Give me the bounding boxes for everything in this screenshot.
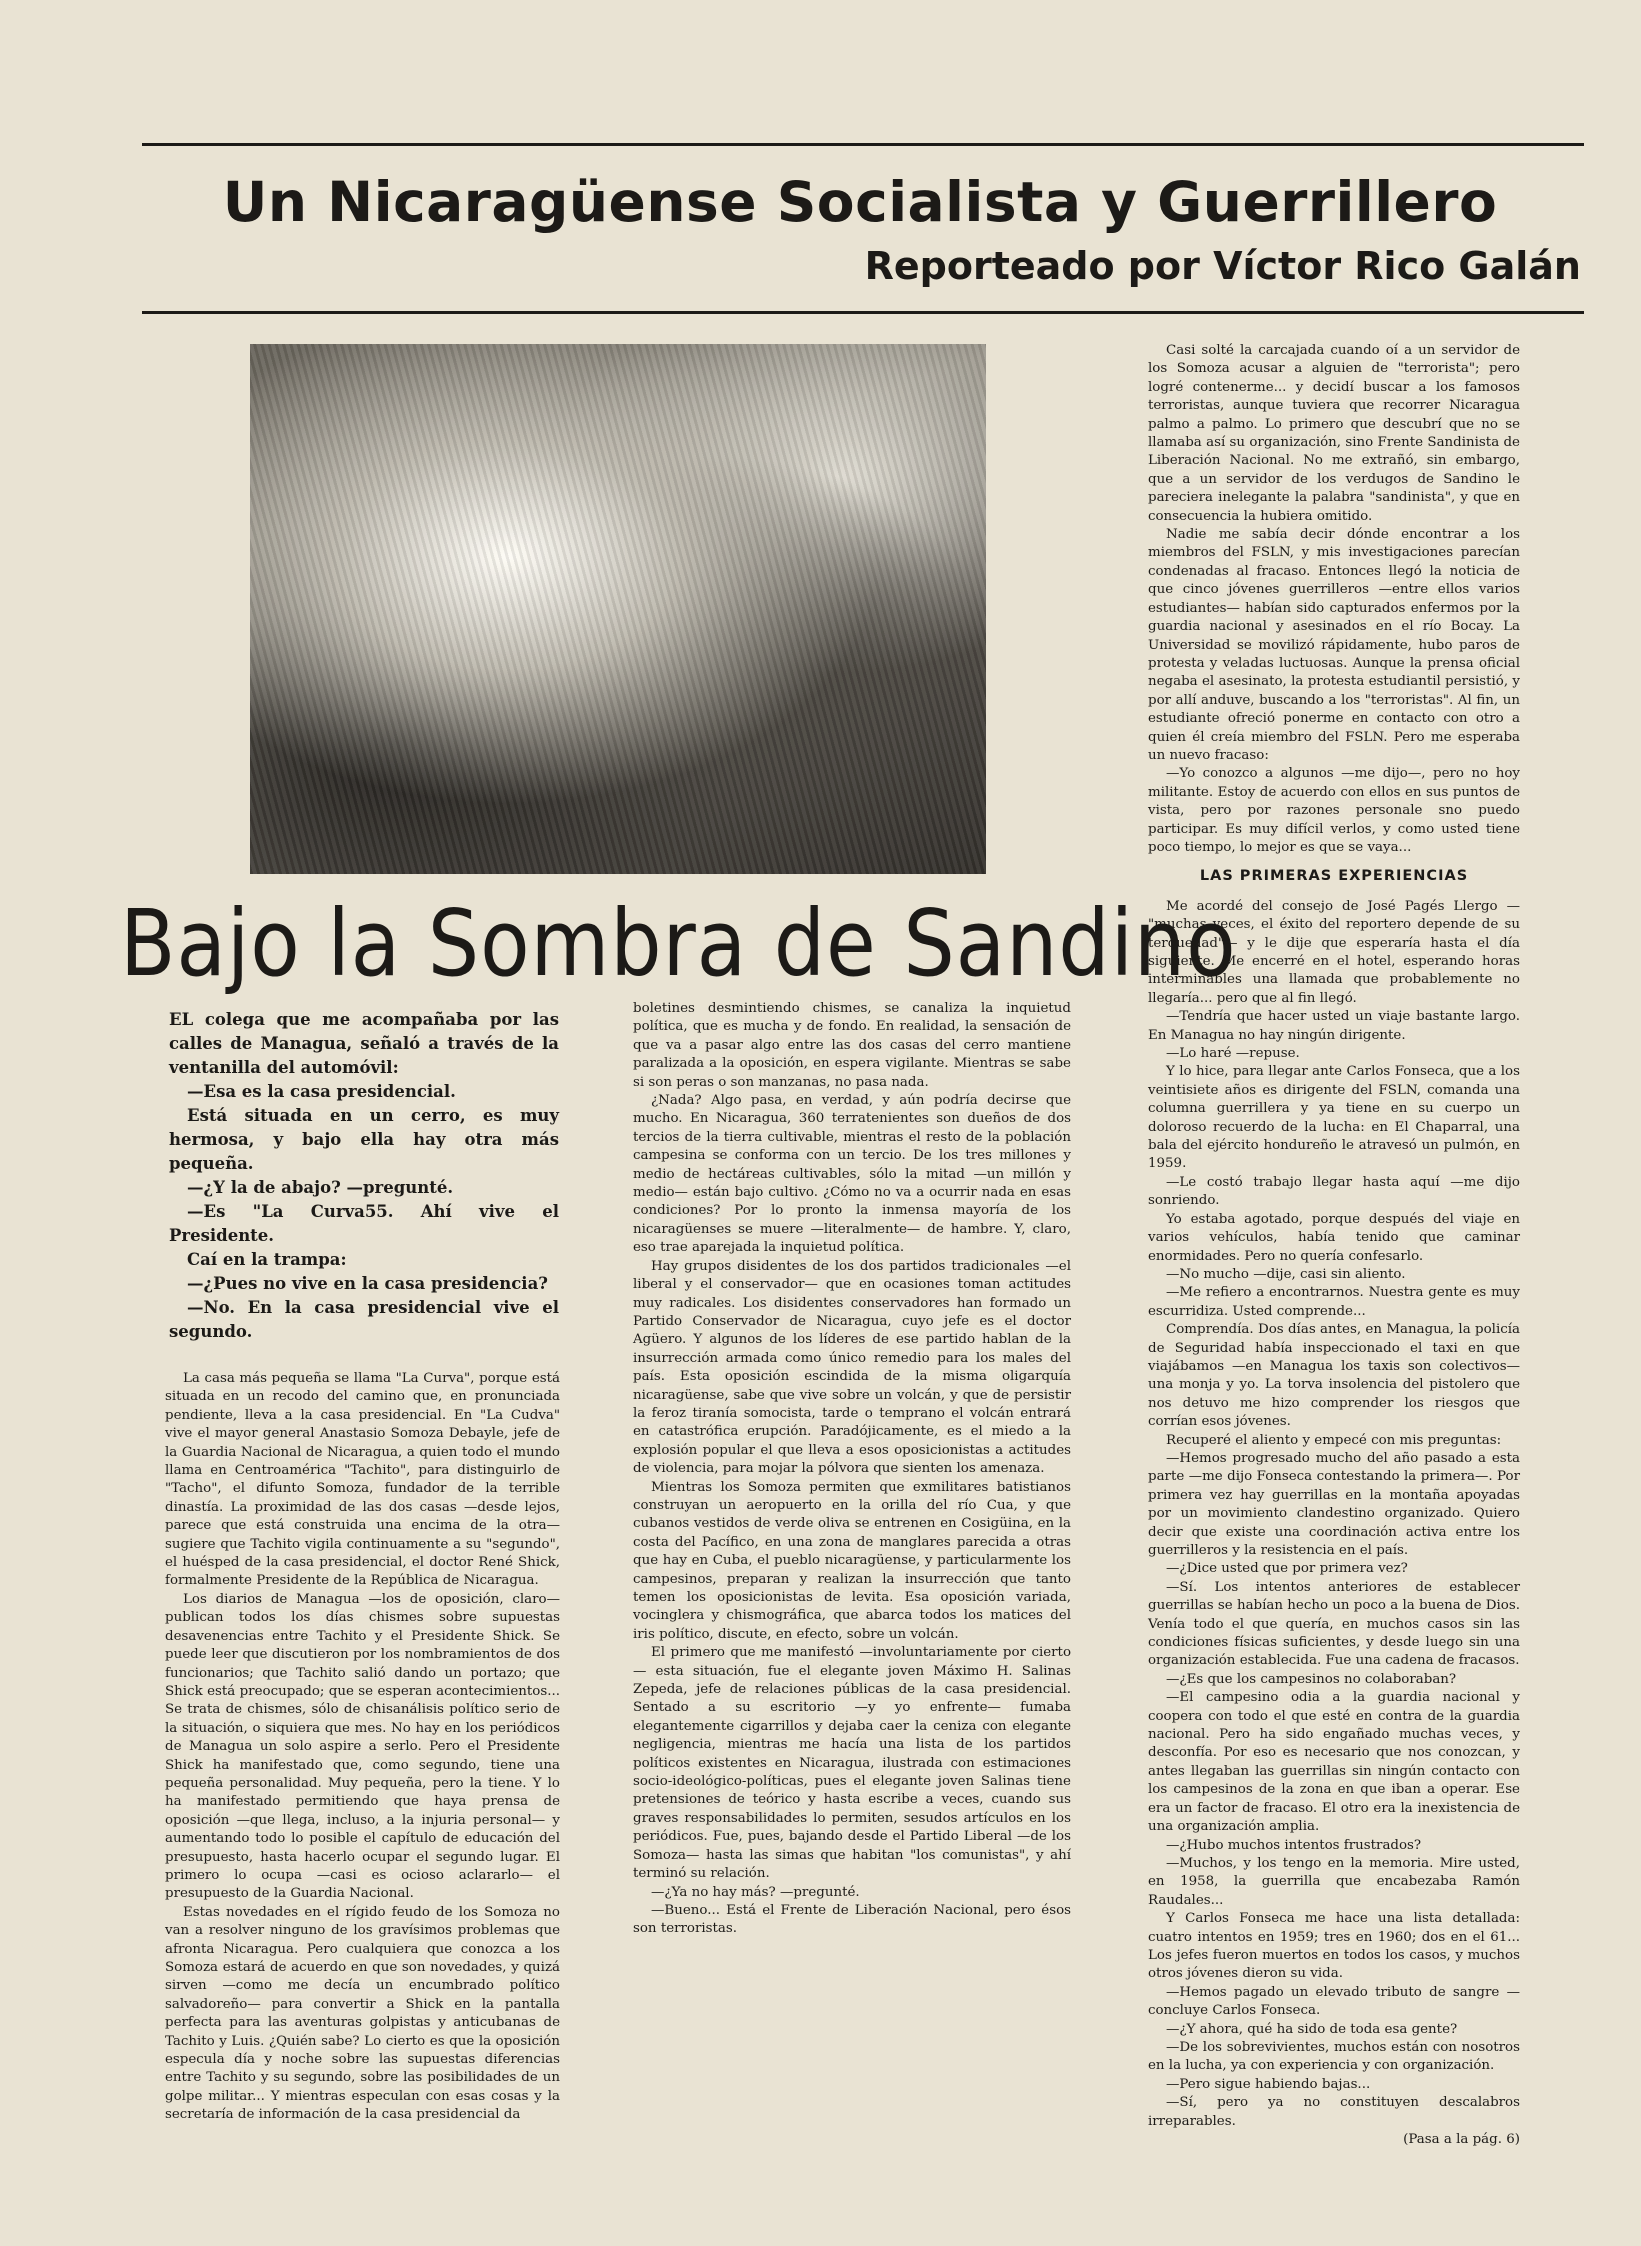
column-1-body bbox=[165, 1370, 560, 2125]
body-paragraph: —Pero sigue habiendo bajas... bbox=[1166, 2076, 1371, 2092]
body-paragraph: Los diarios de Managua —los de oposición, claro— publican todos los días chismes sobre supuestas desavenencias entre Tachito y el Presidente Shick. Se puede leer que discutieron por los nombramientos de dos funcionarios; que Tachito salió dando un portazo; que Shick está preocupado; que se esperan acontecimientos... Se trata de chismes, sólo de chisanálisis político serio de la situación, o siquiera que mes. No hay en los periódicos de Managua un solo aspire a serlo. Pero el Presidente Shick ha manifestado que, como segundo, tiene una pequeña personalidad. Muy pequeña, pero la tiene. Y lo ha manifestado permitiendo que haya prensa de oposición —que llega, incluso, a la injuria personal— y aumentando todo lo posible el capítulo de educación del presupuesto, hasta hacerlo ocupar el segundo lugar. El primero lo ocupa —casi es ocioso aclararlo— el presupuesto de la Guardia Nacional. bbox=[165, 1591, 560, 1902]
lead-paragraph: —No. En la casa presidencial vive el segundo. bbox=[169, 1298, 559, 1341]
body-paragraph: ¿Nada? Algo pasa, en verdad, y aún podría decirse que mucho. En Nicaragua, 360 terratenientes son dueños de dos tercios de la tierra cultivable, mientras el resto de la población campesina se conforma con un tercio. De los tres millones y medio de hectáreas cultivables, sólo la mitad —un millón y medio— están bajo cultivo. ¿Cómo no va a ocurrir nada en esas condiciones? Por lo pronto la inmensa mayoría de los nicaragüenses se muere —literalmente— de hambre. Y, claro, eso trae aparejada la inquietud política. bbox=[633, 1093, 1071, 1256]
lead-paragraph: —Es "La Curva55. Ahí vive el Presidente. bbox=[169, 1202, 559, 1245]
body-paragraph: —Tendría que hacer usted un viaje bastante largo. En Managua no hay ningún dirigente. bbox=[1148, 1009, 1520, 1043]
body-paragraph: Mientras los Somoza permiten que exmilitares batistianos construyan un aeropuerto en la orilla del río Cua, y que cubanos vestidos de verde oliva se entrenen en Cosigüina, en la costa del Pacífico, en una zona de manglares parecida a otras que hay en Cuba, el pueblo nicaragüense, y particularmente los campesinos, preparan y realizan la insurrección que tanto temen los oposicionistas de levita. Esa oposición variada, vocinglera y chismográfica, que abarca todos los matices del iris político, discute, en efecto, sobre un volcán. bbox=[633, 1479, 1071, 1642]
body-paragraph: Hay grupos disidentes de los dos partidos tradicionales —el liberal y el conservador— que en ocasiones toman actitudes muy radicales. Los disidentes conservadores han formado un Partido Conservador de Nicaragua, cuyo jefe es el doctor Agüero. Y algunos de los líderes de ese partido hablan de la insurrección armada como único remedio para los males del país. Esta oposición escindida de la misma oligarquía nicaragüense, sabe que vive sobre un volcán, y que de persistir la feroz tiranía somocista, tarde o temprano el volcán entrará en catastrófica erupción. Paradójicamente, es el miedo a la explosión popular el que lleva a esos oposicionistas a actitudes de violencia, para mojar la pólvora que sienten los amenaza. bbox=[633, 1258, 1071, 1477]
body-paragraph: La casa más pequeña se llama "La Curva", porque está situada en un recodo del camino que, en pronunciada pendiente, lleva a la casa presidencial. En "La Cudva" vive el mayor general Anastasio Somoza Debayle, jefe de la Guardia Nacional de Nicaragua, a quien todo el mundo llama en Centroamérica "Tachito", para distinguirlo de "Tacho", el difunto Somoza, fundador de la terrible dinastía. La proximidad de las dos casas —desde lejos, parece que está construida una encima de la otra— sugiere que Tachito vigila continuamente a su "segundo", el huésped de la casa presidencial, el doctor René Shick, formalmente Presidente de la República de Nicaragua. bbox=[165, 1371, 560, 1589]
body-paragraph: boletines desmintiendo chismes, se canaliza la inquietud política, que es mucha y de fondo. En realidad, la sensación de que va a pasar algo entre las dos casas del cerro mantiene paralizada a la oposición, en espera vigilante. Mientras se sabe si son peras o son manzanas, no pasa nada. bbox=[633, 1001, 1071, 1090]
lead-paragraph: EL colega que me acompañaba por las calles de Managua, señaló a través de la ventanilla del automóvil: bbox=[169, 1010, 559, 1077]
body-paragraph: Yo estaba agotado, porque después del viaje en varios vehículos, había tenido que caminar enormidades. Pero no quería confesarlo. bbox=[1148, 1211, 1520, 1264]
section-heading: LAS PRIMERAS EXPERIENCIAS bbox=[1199, 868, 1469, 885]
header-bottom-rule bbox=[142, 311, 1584, 314]
body-paragraph: —¿Es que los campesinos no colaboraban? bbox=[1166, 1671, 1457, 1687]
article-title: Bajo la Sombra de Sandino bbox=[120, 890, 1237, 997]
body-paragraph: El primero que me manifestó —involuntariamente por cierto— esta situación, fue el elegante joven Máximo H. Salinas Zepeda, jefe de relaciones públicas de la casa presidencial. Sentado a su escritorio —y yo enfrente— fumaba elegantemente cigarrillos y dejaba caer la ceniza con elegante negligencia, mientras me hacía una lista de los partidos políticos existentes en Nicaragua, ilustrada con estimaciones socio-ideológico-políticas, pues el elegante joven Salinas tiene pretensiones de teórico y hasta escribe a veces, cuando sus graves responsabilidades lo permiten, sesudos artículos en los periódicos. Fue, pues, bajando desde el Partido Liberal —de los Somoza— hasta las simas que habitan "los comunistas", y ahí terminó su relación. bbox=[633, 1645, 1071, 1882]
body-paragraph: —De los sobrevivientes, muchos están con nosotros en la lucha, ya con experiencia y con organización. bbox=[1148, 2039, 1520, 2074]
column-3 bbox=[1148, 342, 1520, 2149]
body-paragraph: —Muchos, y los tengo en la memoria. Mire usted, en 1958, la guerrilla que encabezaba Ramón Raudales... bbox=[1148, 1855, 1520, 1908]
guerrilla-photo bbox=[250, 344, 986, 874]
column-2 bbox=[633, 1000, 1071, 1939]
body-paragraph: —Hemos pagado un elevado tributo de sangre — concluye Carlos Fonseca. bbox=[1148, 1984, 1520, 2019]
body-paragraph: Estas novedades en el rígido feudo de los Somoza no van a resolver ninguno de los gravísimos problemas que afronta Nicaragua. Pero cualquiera que conozca a los Somoza estará de acuerdo en que son novedades, y quizá sirven —como me decía un encumbrado político salvadoreño— para convertir a Shick en la pantalla perfecta para las aventuras golpistas y anticubanas de Tachito y Luis. ¿Quién sabe? Lo cierto es que la oposición especula día y noche sobre las supuestas diferencias entre Tachito y su segundo, sobre las posibilidades de un golpe militar... Y mientras especulan con esas cosas y la secretaría de información de la casa presidencial da bbox=[165, 1904, 560, 2123]
body-paragraph: —¿Ya no hay más? —pregunté. bbox=[651, 1884, 860, 1900]
body-paragraph: —Lo haré —repuse. bbox=[1166, 1046, 1300, 1062]
body-paragraph: —El campesino odia a la guardia nacional y coopera con todo el que esté en contra de la guardia nacional. Pero ha sido engañado muchas veces, y desconfía. Por eso es necesario que nos conozcan, y antes llegaban las guerrillas sin ningún contacto con los campesinos de la zona en que iban a operar. Ese era un factor de fracaso. El otro era la inexistencia de una organización amplia. bbox=[1148, 1690, 1520, 1835]
photo-texture bbox=[250, 344, 986, 874]
lead-paragraph: Caí en la trampa: bbox=[187, 1250, 347, 1269]
body-paragraph: —¿Hubo muchos intentos frustrados? bbox=[1166, 1837, 1422, 1853]
body-paragraph: Comprendía. Dos días antes, en Managua, la policía de Seguridad había inspeccionado el taxi en que viajábamos —en Managua los taxis son colectivos— una monja y yo. La torva insolencia del pistolero que nos detuvo me hizo comprender los riesgos que corrían esos jóvenes. bbox=[1148, 1322, 1520, 1430]
body-paragraph: —Sí. Los intentos anteriores de establecer guerrillas se habían hecho un poco a la buena de Dios. Venía todo el que quería, en muchos casos sin las condiciones físicas suficientes, y desde luego sin una organización establecida. Fue una cadena de fracasos. bbox=[1148, 1579, 1520, 1669]
body-paragraph: Nadie me sabía decir dónde encontrar a los miembros del FSLN, y mis investigaciones parecían condenadas al fracaso. Entonces llegó la noticia de que cinco jóvenes guerrilleros —entre ellos varios estudiantes— habían sido capturados enfermos por la guardia nacional y asesinados en el río Bocay. La Universidad se movilizó rápidamente, hubo paros de protesta y veladas luctuosas. Aunque la prensa oficial negaba el asesinato, la protesta estudiantil persistió, y por allí anduve, buscando a los "terroristas". Al fin, un estudiante ofreció ponerme en contacto con otro a quien él creía miembro del FSLN. Pero me esperaba un nuevo fracaso: bbox=[1148, 527, 1520, 763]
body-paragraph: Casi solté la carcajada cuando oí a un servidor de los Somoza acusar a alguien de "terrorista"; pero logré contenerme... y decidí buscar a los famosos terroristas, aunque tuviera que recorrer Nicaragua palmo a palmo. Lo primero que descubrí que no se llamaba así su organización, sino Frente Sandinista de Liberación Nacional. No me extrañó, sin embargo, que a un servidor de los verdugos de Sandino le pareciera inelegante la palabra "sandinista", y que en consecuencia la hubiera omitido. bbox=[1148, 343, 1520, 524]
lead-paragraph: Está situada en un cerro, es muy hermosa, y bajo ella hay otra más pequeña. bbox=[169, 1106, 559, 1173]
body-paragraph: —¿Y ahora, qué ha sido de toda esa gente? bbox=[1166, 2021, 1458, 2037]
lead-paragraph: —¿Pues no vive en la casa presidencia? bbox=[187, 1274, 548, 1293]
headline: Un Nicaragüense Socialista y Guerrillero bbox=[222, 170, 1498, 234]
body-paragraph: —Yo conozco a algunos —me dijo—, pero no hoy militante. Estoy de acuerdo con ellos en sus puntos de vista, pero por razones personale sno puedo participar. Es muy difícil verlos, y como usted tiene poco tiempo, lo mejor es que se vaya... bbox=[1148, 766, 1520, 855]
body-paragraph: Y lo hice, para llegar ante Carlos Fonseca, que a los veintisiete años es dirigente del FSLN, comanda una columna guerrillera y ya tiene en su cuerpo un doloroso recuerdo de la lucha: en El Chaparral, una bala del ejército hondureño le atravesó un pulmón, en 1959. bbox=[1148, 1064, 1520, 1172]
body-paragraph: —Hemos progresado mucho del año pasado a esta parte —me dijo Fonseca contestando la primera—. Por primera vez hay guerrillas en la montaña apoyadas por un movimiento clandestino organizado. Quiero decir que existe una coordinación activa entre los guerrilleros y la resistencia en el país. bbox=[1148, 1450, 1520, 1558]
body-paragraph: —¿Dice usted que por primera vez? bbox=[1166, 1561, 1408, 1577]
lead-paragraph: —Esa es la casa presidencial. bbox=[187, 1082, 456, 1101]
top-rule bbox=[142, 143, 1584, 146]
body-paragraph: Recuperé el aliento y empecé con mis preguntas: bbox=[1166, 1432, 1502, 1448]
body-paragraph: —No mucho —dije, casi sin aliento. bbox=[1166, 1266, 1406, 1282]
body-paragraph: Y Carlos Fonseca me hace una lista detallada: cuatro intentos en 1959; tres en 1960; dos en el 61... Los jefes fueron muertos en todos los casos, y muchos otros jóvenes dieron su vida. bbox=[1148, 1911, 1520, 1982]
body-paragraph: —Bueno... Está el Frente de Liberación Nacional, pero ésos son terroristas. bbox=[633, 1902, 1071, 1937]
body-paragraph: —Me refiero a encontrarnos. Nuestra gente es muy escurridiza. Usted comprende... bbox=[1148, 1285, 1520, 1319]
body-paragraph: —Sí, pero ya no constituyen descalabros irreparables. bbox=[1148, 2095, 1520, 2129]
body-paragraph: Me acordé del consejo de José Pagés Llergo — "muchas veces, el éxito del reportero depende de su terquedad"— y le dije que esperaría hasta el día siguiente. Me encerré en el hotel, esperando horas interminables una llamada que probablemente no llegaría... pero que al fin llegó. bbox=[1148, 898, 1520, 1006]
lead-paragraph: —¿Y la de abajo? —pregunté. bbox=[187, 1178, 454, 1197]
continuation-note: (Pasa a la pág. 6) bbox=[1403, 2132, 1520, 2147]
lead-dialogue bbox=[169, 1008, 559, 1344]
column-1 bbox=[165, 1008, 560, 2125]
body-paragraph: —Le costó trabajo llegar hasta aquí —me dijo sonriendo. bbox=[1148, 1174, 1520, 1209]
byline: Reporteado por Víctor Rico Galán bbox=[864, 244, 1581, 288]
